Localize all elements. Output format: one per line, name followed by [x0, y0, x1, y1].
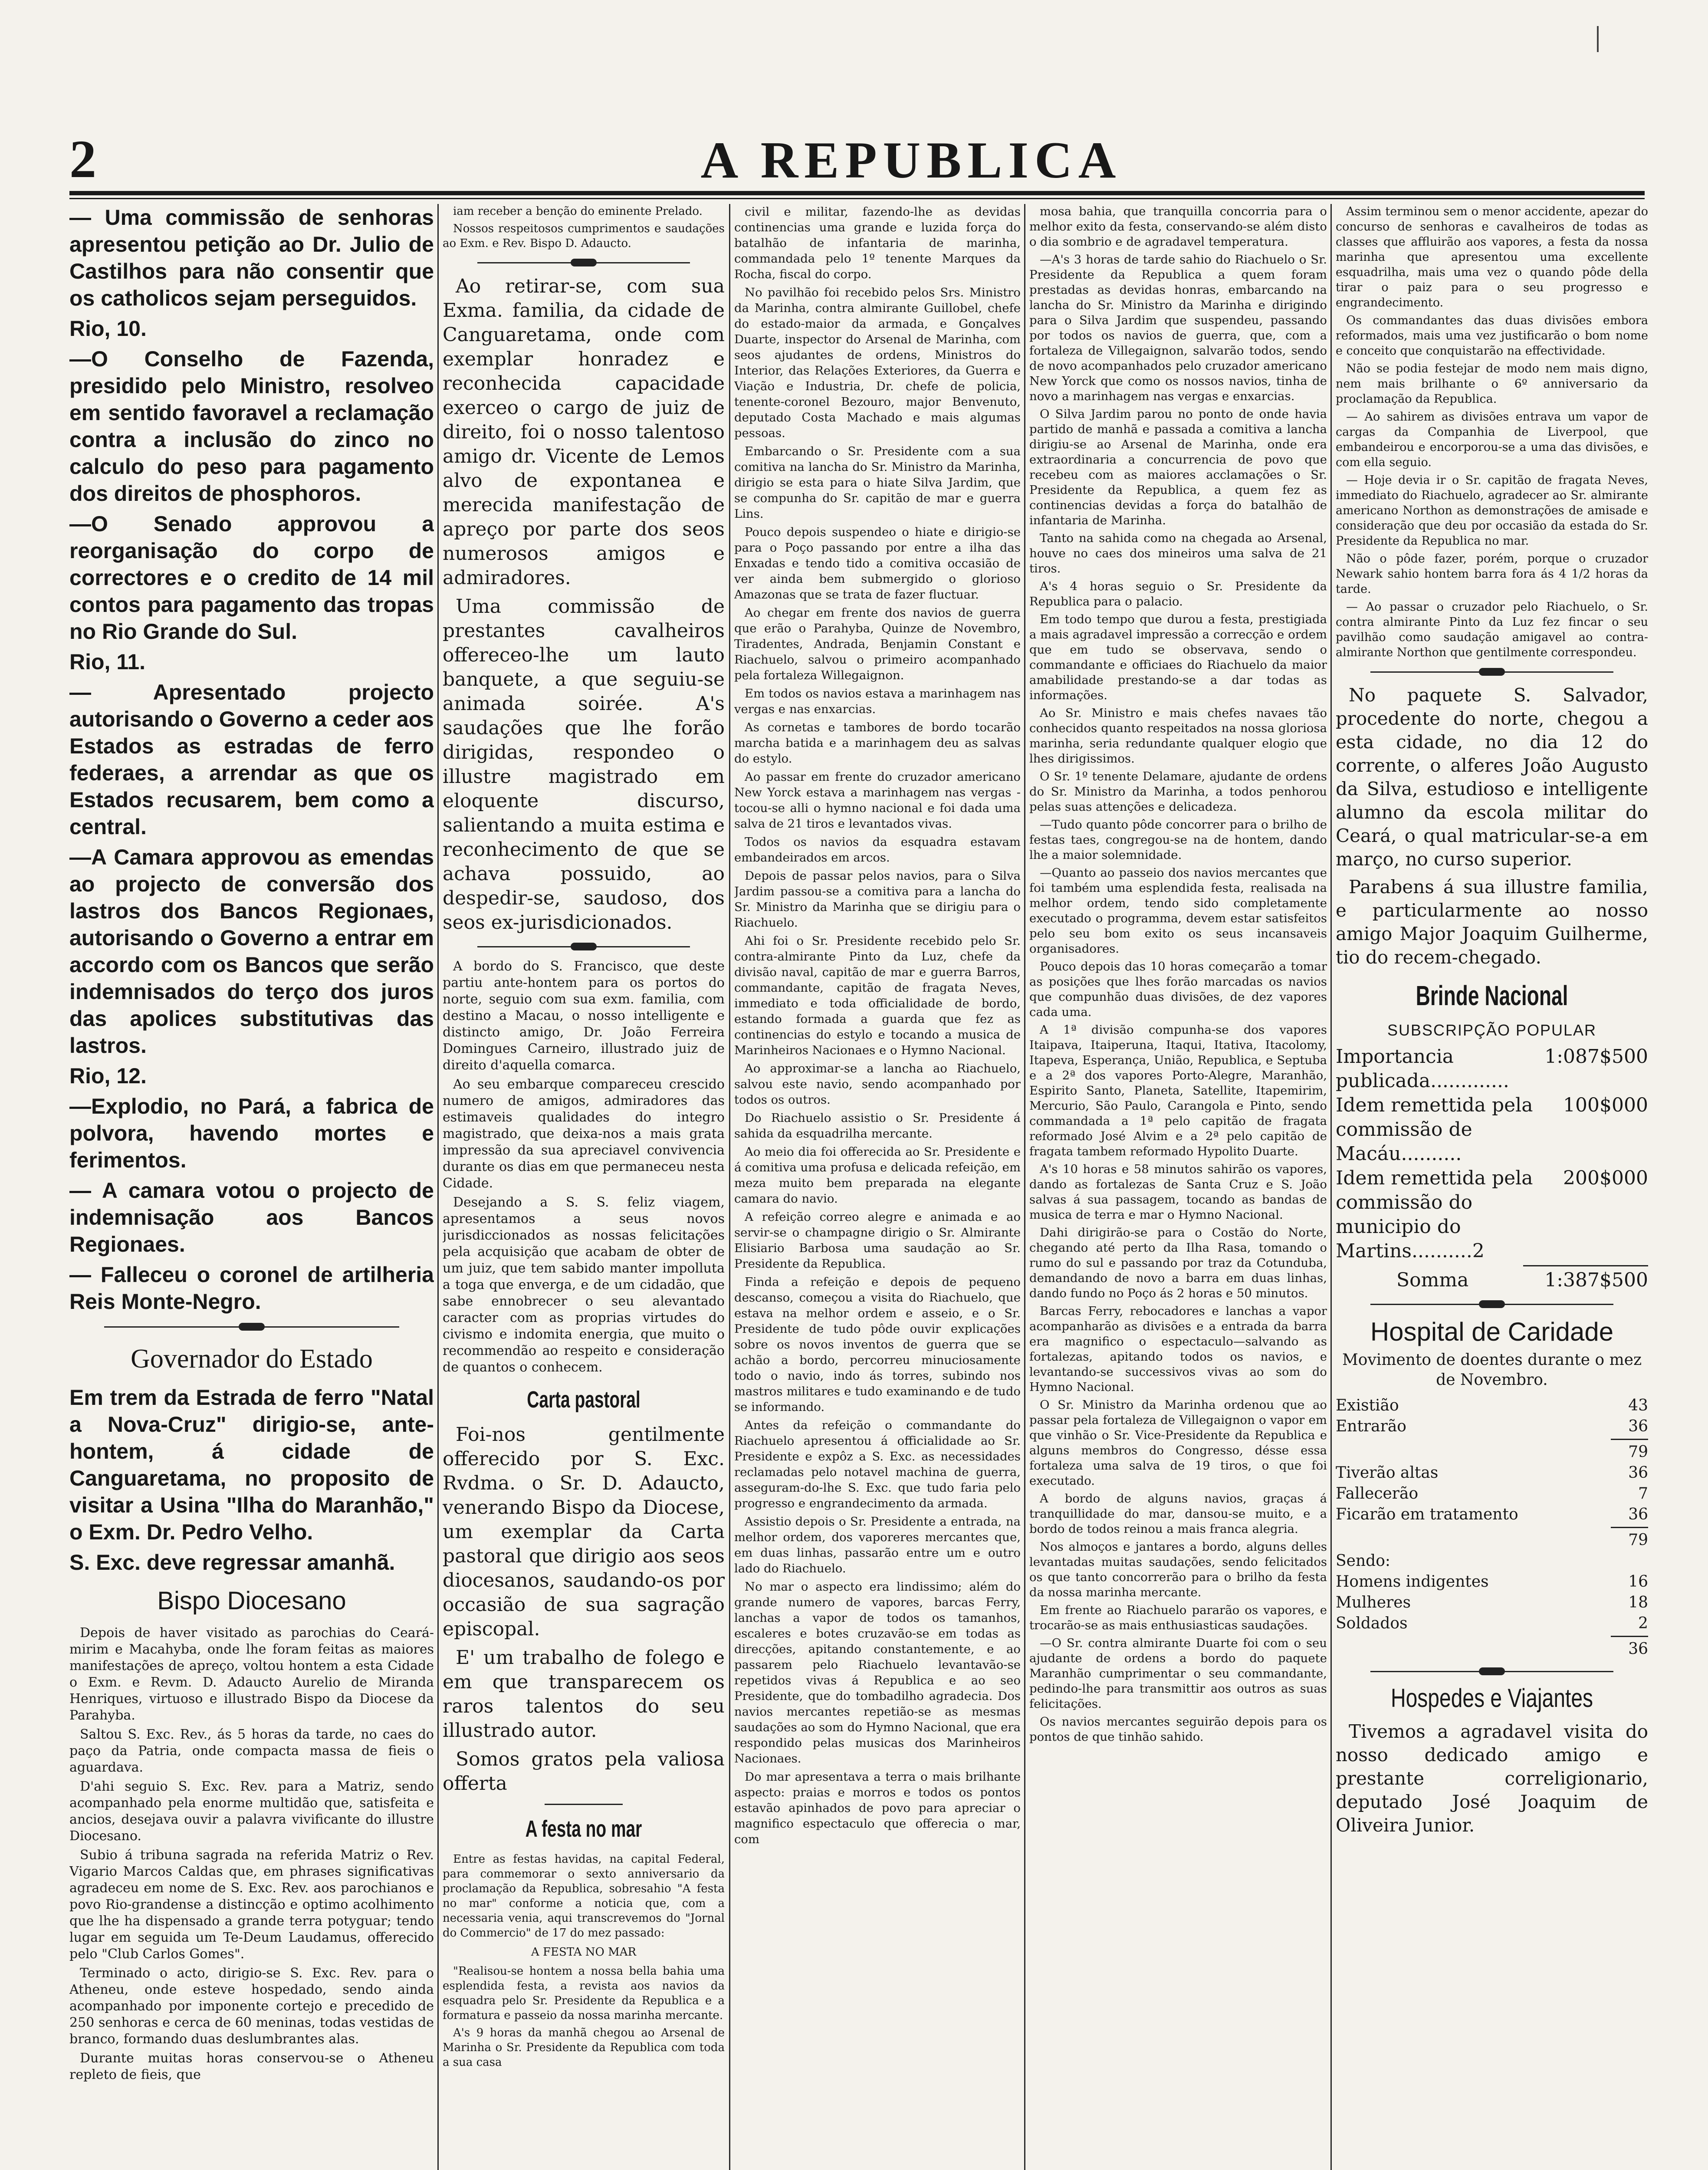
hospital-caption: Movimento de doentes durante o mez de Novembro. — [1342, 1351, 1642, 1389]
table-row — [1336, 1463, 1648, 1483]
masthead-rule-thin — [69, 198, 1645, 199]
news-item: — Uma commissão de senhoras apresentou petição ao Dr. Julio de Castilhos para não consentir que os catholicos sejam perseguidos. — [69, 205, 434, 310]
bispo-continued — [443, 204, 725, 251]
carta-article — [443, 1423, 725, 1796]
table-row — [1336, 1483, 1648, 1504]
article-paragraph: Finda a refeição e depois de pequeno descanso, começou a visita do Riachuelo, que estava na melhor ordem e asseio, e o Sr. Presidente de tudo pôde ouvir explicações sobre os novos inventos de guerra que se achão a bordo, percorreu minuciosamente todo o navio, indo ás torres, subindo nos mastros militares e tudo examinando e de tudo se informando. — [734, 1275, 1021, 1414]
article-paragraph: Os navios mercantes seguirão depois para os pontos de que tinhão sahido. — [1029, 1715, 1327, 1744]
scan-mark — [1597, 26, 1599, 52]
row-label: Tiverão altas — [1336, 1464, 1439, 1482]
row-value: 200$000 — [1563, 1167, 1648, 1189]
table-row — [1336, 1093, 1648, 1166]
newspaper-title: A REPUBLICA — [700, 131, 1122, 189]
article-paragraph: Ao seu embarque compareceu crescido numero de amigos, admiradores das estimaveis qualidades do integro magistrado, que deixa-nos a mais grata impressão da sua apreciavel convivencia durante os dias em que permaneceu nesta Cidade. — [443, 1077, 725, 1191]
ornament-divider — [443, 256, 725, 269]
row-label: Entrarão — [1336, 1417, 1406, 1435]
table-row — [1336, 1504, 1648, 1525]
row-value: 100$000 — [1563, 1094, 1648, 1116]
article-paragraph: Durante muitas horas conservou-se o Atheneu repleto de fieis, que — [69, 2051, 434, 2082]
article-paragraph: No mar o aspecto era lindissimo; além do grande numero de vapores, barcas Ferry, lanchas a vapor de todos os tamanhos, escaleres e botes cruzavão-se em todas as direcções, apitando constantemente, e ao passarem pelo Riachuelo levantavão-se repetidos vivas á Republica e ao seo Presidente, que do tombadilho agradecia. Dos navios mercantes repetião-se as mesmas saudações ao som do Hymno Nacional, que era respondido pelas musicas dos Marinheiros Nacionaes. — [734, 1580, 1021, 1766]
section-heading-festa: A festa no mar — [525, 1816, 642, 1842]
lemos-article — [443, 274, 725, 935]
article-paragraph: A 1ª divisão compunha-se dos vapores Itaipava, Itaiperuna, Itaqui, Itativa, Itacolomy, Itapeva, Esperança, União, Republica, e Septuba e a 2ª dos vapores Porto-Alegre, Maranhão, Espirito Santo, Planeta, Satellite, Itapemirim, Mercurio, São Paulo, Carangola e Pinto, sendo commandada a 1ª pelo capitão de fragata reformado José Alvim e a 2ª pelo capitão de fragata tambem reformado Hypolito Duarte. — [1029, 1023, 1327, 1158]
table-row — [1336, 1551, 1648, 1572]
table-row — [1336, 1166, 1648, 1263]
article-paragraph: — Hoje devia ir o Sr. capitão de fragata Neves, immediato do Riachuelo, agradecer ao Sr. almirante americano Northon as demonstrações de amisade e consideração que deu por occasião da estada do Sr. Presidente da Republica no mar. — [1336, 473, 1648, 548]
news-item: —Explodio, no Pará, a fabrica de polvora, havendo mortes e ferimentos. — [69, 1094, 434, 1172]
article-paragraph: Parabens á sua illustre familia, e particularmente ao nosso amigo Major Joaquim Guilherme, tio do recem-chegado. — [1336, 876, 1648, 968]
ornament-divider — [443, 940, 725, 953]
ornament-divider — [69, 1320, 434, 1333]
column-2 — [443, 204, 725, 2170]
telegram-news — [69, 204, 434, 1315]
article-paragraph: Uma commissão de prestantes cavalheiros offereceo-lhe um lauto banquete, a que seguiu-se animada soirée. A's saudações que lhe forão dirigidas, respondeo o illustre magistrado em eloquente discurso, salientando a muita estima e reconhecimento de que se achava possuido, ao despedir-se, saudoso, dos seos ex-jurisdicionados. — [443, 595, 725, 934]
article-paragraph: Pouco depois das 10 horas começarão a tomar as posições que lhes forão marcadas os navios que compunhão duas divisões, de dez vapores cada uma. — [1029, 960, 1327, 1019]
table-row — [1336, 1572, 1648, 1592]
column-5 — [1336, 204, 1648, 2170]
article-paragraph: As cornetas e tambores de bordo tocarão marcha batida e a marinhagem deu as salvas do estylo. — [734, 720, 1021, 766]
row-label: Importancia publicada............. — [1336, 1046, 1509, 1092]
article-paragraph: Em todo tempo que durou a festa, prestigiada a mais agradavel impressão a correcção e ordem que em tudo se observava, sendo o commandante e officiaes do Riachuelo da maior amabilidade prestando-se a dar todas as informações. — [1029, 612, 1327, 702]
festa-subheading: A FESTA NO MAR — [531, 1946, 637, 1959]
bispo-article — [69, 1625, 434, 2083]
article-paragraph: D'ahi seguio S. Exc. Rev. para a Matriz, sendo acompanhado pela enorme multidão que, satisfeita e ancios, desejava ouvir a palavra vivificante do illustre Diocesano. — [69, 1779, 434, 1844]
article-paragraph: A's 4 horas seguio o Sr. Presidente da Republica para o palacio. — [1029, 579, 1327, 608]
article-paragraph: — Ao passar o cruzador pelo Riachuelo, o Sr. contra almirante Pinto da Luz fez fincar o seu pavilhão como saudação amigavel ao contra-almirante Northon que gentilmente correspondeu. — [1336, 600, 1648, 659]
article-paragraph: civil e militar, fazendo-lhe as devidas continencias uma grande e luzida força do batalhão de infantaria de marinha, commandada pelo 1º tenente Marques da Rocha, fiscal do corpo. — [734, 205, 1021, 281]
total-value: 1:387$500 — [1544, 1269, 1648, 1291]
article-paragraph: Assim terminou sem o menor accidente, apezar do concurso de senhoras e cavalheiros de todas as classes que affluirão aos vapores, a festa da nossa marinha que apresentou uma excellente esquadrilha, mais uma vez o quando pôde della tirar o paiz para o seu progresso e engrandecimento. — [1336, 205, 1648, 309]
page-number: 2 — [69, 129, 98, 189]
section-heading-carta: Carta pastoral — [527, 1387, 640, 1413]
section-heading-brinde: Brinde Nacional — [1416, 980, 1568, 1011]
masthead-rule — [69, 191, 1645, 195]
news-item: — Apresentado projecto autorisando o Governo a ceder aos Estados as estradas de ferro federaes, a arrendar as que os Estados recusarem, bem como a central. — [69, 680, 434, 839]
article-paragraph: Barcas Ferry, rebocadores e lanchas a vapor acompanharão as divisões e a entrada da barra era magnifico o espectaculo—salvando as fortalezas, apitando todos os navios, e levantando-se successivos vivas ao som do Hymno Nacional. — [1029, 1304, 1327, 1394]
row-value: 36 — [1628, 1464, 1648, 1482]
article-paragraph: Ao chegar em frente dos navios de guerra que erão o Parahyba, Quinze de Novembro, Tiradentes, Andrada, Benjamin Constant e Riachuelo, salvou o primeiro acompanhado pela fortaleza Willegaignon. — [734, 606, 1021, 682]
article-paragraph: Ao approximar-se a lancha ao Riachuelo, salvou este navio, sendo acompanhado por todos os outros. — [734, 1062, 1021, 1107]
article-paragraph: Somos gratos pela valiosa offerta — [443, 1748, 725, 1795]
article-paragraph: — Ao sahirem as divisões entrava um vapor de cargas da Companhia de Liverpool, que embandeirou e encorporou-se a uma das divisões, e com ella seguio. — [1336, 410, 1648, 469]
news-dateline: Rio, 11. — [69, 650, 146, 674]
news-item: —O Senado approvou a reorganisação do corpo de correctores e o credito de 14 mil contos para pagamento das tropas no Rio Grande do Sul. — [69, 512, 434, 644]
column-divider — [1330, 204, 1332, 2170]
row-label: Idem remettida pela commissão de Macáu.......... — [1336, 1094, 1533, 1165]
row-label: Existião — [1336, 1397, 1399, 1414]
row-value: 18 — [1628, 1594, 1648, 1611]
row-label: Idem remettida pela commissão do municipio do Martins..........2 — [1336, 1167, 1533, 1262]
ornament-divider — [1336, 1665, 1648, 1678]
article-paragraph: Entre as festas havidas, na capital Federal, para commemorar o sexto anniversario da proclamação da Republica, sobresahio "A festa no mar" conforme a noticia que, com a necessaria venia, aqui transcrevemos do "Jornal do Commercio" de 17 do mez passado: — [443, 1853, 725, 1940]
article-paragraph: O Silva Jardim parou no ponto de onde havia partido de manhã e passada a comitiva a lancha dirigiu-se ao Arsenal de Marinha, onde era extraordinaria a concurrencia de povo que recebeu com as maiores acclamações o Sr. Presidente da Republica, a quem fez as continencias devidas a força do batalhão de infantaria de Marinha. — [1029, 407, 1327, 527]
salvador-article — [1336, 684, 1648, 969]
article-paragraph: Assistio depois o Sr. Presidente a entrada, na melhor ordem, dos vaporeres mercantes que, em duas linhas, passarão entre um e outro lado do Riachuelo. — [734, 1515, 1021, 1575]
masthead — [69, 130, 1649, 191]
article-paragraph: S. Exc. deve regressar amanhã. — [69, 1550, 395, 1575]
row-value: 7 — [1638, 1485, 1648, 1503]
news-dateline: Rio, 10. — [69, 316, 147, 341]
column-divider — [1024, 204, 1025, 2170]
table-row — [1336, 1592, 1648, 1613]
news-dateline: Rio, 12. — [69, 1064, 147, 1088]
table-sum-row — [1336, 1530, 1648, 1551]
article-paragraph: Subio á tribuna sagrada na referida Matriz o Rev. Vigario Marcos Caldas que, em phrases significativas agradeceu em nome de S. Exc. Rev. aos parochianos e povo Rio-grandense a distincção e optimo acolhimento que lhe ha dispensado a grande terra potyguar; tendo lugar em seguida um Te-Deum Laudamus, offerecido pelo "Club Carlos Gomes". — [69, 1848, 434, 1962]
article-paragraph: Depois de passar pelos navios, para o Silva Jardim passou-se a comitiva para a lancha do Sr. Ministro da Marinha que se dirigiu para o Riachuelo. — [734, 869, 1021, 930]
column-1 — [69, 204, 434, 2170]
news-item: — A camara votou o projecto de indemnisação aos Bancos Regionaes. — [69, 1178, 434, 1256]
sum-rule — [1523, 1265, 1648, 1266]
article-paragraph: iam receber a benção do eminente Prelado. — [453, 205, 703, 218]
governador-article — [69, 1384, 434, 1576]
article-paragraph: A bordo do S. Francisco, que deste partiu ante-hontem para os portos do norte, seguio com sua exm. familia, com destino a Macau, o nosso intelligente e distincto amigo, Dr. João Ferreira Domingues Carneiro, illustrado juiz de direito d'aquella comarca. — [443, 959, 725, 1073]
article-paragraph: Todos os navios da esquadra estavam embandeirados em arcos. — [734, 835, 1021, 865]
festa-intro — [443, 1852, 725, 1940]
brinde-caption: SUBSCRIPÇÃO POPULAR — [1387, 1021, 1597, 1039]
news-item: —O Conselho de Fazenda, presidido pelo Ministro, resolveo em sentido favoravel a reclamação contra a inclusão do zinco no calculo do peso para pagamento dos direitos de phosphoros. — [69, 347, 434, 506]
hospital-table — [1336, 1395, 1648, 1660]
row-value: 2 — [1638, 1614, 1648, 1632]
article-paragraph: Desejando a S. S. feliz viagem, apresentamos a seus novos jurisdiccionados as nossas felicitações pela acquisição que acabam de obter de um juiz, que tem sabido manter impolluta a toga que enverga, e de um cidadão, que sabe ennobrecer o seu alevantado caracter com as proprias virtudes do civismo e indomita energia, que muito o recommendão ao respeito e consideração de quantos o conhecem. — [443, 1195, 725, 1375]
section-heading-bispo: Bispo Diocesano — [157, 1587, 346, 1615]
article-paragraph: Não o pôde fazer, porém, porque o cruzador Newark sahio hontem barra fora ás 4 1/2 horas da tarde. — [1336, 552, 1648, 596]
article-paragraph: Ao meio dia foi offerecida ao Sr. Presidente e á comitiva uma profusa e delicada refeição, em meza muito bem preparada na elegante camara do navio. — [734, 1145, 1021, 1206]
column-divider — [437, 204, 439, 2170]
row-value: 16 — [1628, 1573, 1648, 1591]
article-paragraph: mosa bahia, que tranquilla concorria para o melhor exito da festa, conservando-se além disto o dia sombrio e de agradavel temperatura. — [1029, 204, 1327, 249]
article-paragraph: —O Sr. contra almirante Duarte foi com o seu ajudante de ordens a bordo do paquete Maranhão cumprimentar o seu commandante, pedindo-lhe para transmittir aos outros as suas felicitações. — [1029, 1636, 1327, 1711]
table-row — [1336, 1613, 1648, 1634]
article-paragraph: Os commandantes das duas divisões embora reformados, mais uma vez justificarão o bom nome e conceito que conquistarão na effectividade. — [1336, 314, 1648, 358]
article-paragraph: Não se podia festejar de modo nem mais digno, nem mais brilhante o 6º anniversario da proclamação da Republica. — [1336, 362, 1648, 406]
article-paragraph: Do mar apresentava a terra o mais brilhante aspecto: praias e morros e todos os pontos estavão apinhados de povo para apreciar o magnifico espectaculo que offerecia o mar, com — [734, 1770, 1021, 1846]
ornament-divider — [1336, 665, 1648, 678]
row-label: Soldados — [1336, 1614, 1408, 1632]
column-3 — [734, 204, 1021, 2170]
brinde-table — [1336, 1045, 1648, 1292]
article-paragraph: Tanto na sahida como na chegada ao Arsenal, houve no caes dos mineiros uma salva de 21 tiros. — [1029, 531, 1327, 575]
row-value: 43 — [1628, 1397, 1648, 1414]
article-paragraph: Nos almoços e jantares a bordo, alguns delles levantadas muitas saudações, sendo felicitados os que tanto concorrerão para o brilho da festa da nossa marinha mercante. — [1029, 1540, 1327, 1599]
news-item: —A Camara approvou as emendas ao projecto de conversão dos lastros dos Bancos Regionaes, autorisando o Governo a entrar em accordo com os Bancos que serão indemnisados do terço dos juros das apolices substitutivas das lastros. — [69, 845, 434, 1058]
article-paragraph: O Sr. 1º tenente Delamare, ajudante de ordens do Sr. Ministro da Marinha, a todos penhorou pelas suas attenções e delicadeza. — [1029, 769, 1327, 814]
total-label: Somma — [1396, 1269, 1469, 1291]
sum-rule — [1611, 1636, 1648, 1637]
table-sum-row — [1336, 1639, 1648, 1660]
festa-article-end — [1336, 204, 1648, 660]
article-paragraph: Dahi dirigirão-se para o Costão do Norte, chegando até perto da Ilha Rasa, tomando o rumo do sul e passando por traz da Cotunduba, demandando de novo a barra em duas linhas, dando fundo no Poço ás 2 horas e 50 minutos. — [1029, 1226, 1327, 1300]
row-value: 36 — [1628, 1417, 1648, 1435]
article-paragraph: Em todos os navios estava a marinhagem nas vergas e nas enxarcias. — [734, 687, 1021, 716]
table-sum-row — [1336, 1442, 1648, 1463]
table-row — [1336, 1416, 1648, 1437]
column-divider — [729, 204, 730, 2170]
article-paragraph: Antes da refeição o commandante do Riachuelo apresentou á officialidade ao Sr. Presidente e expôz a S. Exc. as necessidades reclamadas pelo notavel machina de guerra, asseguram-do-lhe S. Exc. que tudo faria pelo progresso e engrandecimento da armada. — [734, 1418, 1021, 1510]
table-total-row — [1336, 1268, 1648, 1292]
ornament-divider — [1336, 1298, 1648, 1311]
festa-article-continued — [1029, 204, 1327, 1745]
row-label: Homens indigentes — [1336, 1573, 1489, 1591]
row-value: 1:087$500 — [1544, 1046, 1648, 1068]
row-label: Fallecerão — [1336, 1485, 1419, 1503]
article-paragraph: A bordo de alguns navios, graças á tranquillidade do mar, dansou-se muito, e a bordo de todos reinou a mais franca alegria. — [1029, 1492, 1327, 1536]
festa-article-continued — [734, 204, 1021, 1847]
article-paragraph: Embarcando o Sr. Presidente com a sua comitiva na lancha do Sr. Ministro da Marinha, dirigio se esta para o hiate Silva Jardim, que se compunha do Sr. capitão de mar e guerra Lins. — [734, 444, 1021, 521]
article-paragraph: —A's 3 horas de tarde sahio do Riachuelo o Sr. Presidente da Republica a quem foram prestadas as devidas honras, embarcando na lancha do Sr. Ministro da Marinha e dirigindo para o Silva Jardim que suspendeu, passando por todos os navios de guerra, que, com a fortaleza de Villegaignon, salvarão todos, sendo de novo acompanhados pelo cruzador americano New Yorck que como os nossos navios, tinha de novo a marinhagem nas vergas e enxarcias. — [1029, 253, 1327, 403]
sum-rule — [1611, 1527, 1648, 1528]
article-paragraph: Em trem da Estrada de ferro "Natal a Nova-Cruz" dirigio-se, ante-hontem, á cidade de Canguaretama, no proposito de visitar a Usina "Ilha do Maranhão," o Exm. Dr. Pedro Velho. — [69, 1385, 434, 1544]
article-paragraph: No pavilhão foi recebido pelos Srs. Ministro da Marinha, contra almirante Guillobel, chefe do estado-maior da armada, e Gonçalves Duarte, inspector do Arsenal de Marinha, com seos ajudantes de ordens, Ministros do Interior, das Relações Exteriores, da Guerra e Viação e Industria, Dr. chefe de policia, tenente-coronel Bezouro, major Benvenuto, deputado Costa Machado e mais algumas pessoas. — [734, 286, 1021, 440]
carneiro-article — [443, 958, 725, 1376]
row-label: Ficarão em tratamento — [1336, 1506, 1518, 1523]
article-paragraph: "Realisou-se hontem a nossa bella bahia uma esplendida festa, a revista aos navios da esquadra pelo Sr. Presidente da Republica e a formatura e passeio da nossa marinha mercante. — [443, 1965, 725, 2022]
article-paragraph: Em frente ao Riachuelo pararão os vapores, e trocarão-se as mais enthusiasticas saudações. — [1029, 1603, 1327, 1632]
sendo-label: Sendo: — [1336, 1552, 1390, 1570]
article-paragraph: Pouco depois suspendeo o hiate e dirigio-se para o Poço passando por entre a ilha das Enxadas e tendo tido a comitiva occasião de ver ainda bem submergido o glorioso Amazonas que se trata de fazer fluctuar. — [734, 525, 1021, 602]
article-paragraph: Nossos respeitosos cumprimentos e saudações ao Exm. e Rev. Bispo D. Adaucto. — [443, 222, 725, 250]
table-row — [1336, 1045, 1648, 1093]
sum-value: 79 — [1628, 1531, 1648, 1549]
table-row — [1336, 1395, 1648, 1416]
article-paragraph: Tivemos a agradavel visita do nosso dedicado amigo e prestante correligionario, deputado José Joaquim de Oliveira Junior. — [1336, 1721, 1648, 1836]
row-label: Mulheres — [1336, 1594, 1411, 1611]
short-rule — [545, 1804, 623, 1805]
festa-article — [443, 1964, 725, 2070]
article-paragraph: Ao passar em frente do cruzador americano New Yorck estava a marinhagem nas vergas - tocou-se alli o hymno nacional e foi dada uma salva de 21 tiros e levantados vivas. — [734, 770, 1021, 831]
row-value: 36 — [1628, 1506, 1648, 1523]
article-paragraph: Ahi foi o Sr. Presidente recebido pelo Sr. contra-almirante Pinto da Luz, chefe da divisão naval, capitão de mar e guerra Barros, commandante, capitão de fragata Neves, immediato e toda officialidade de bordo, estando formada a guarda que fez as continencias do estylo e tocando a musica de Marinheiros Nacionaes e o Hymno Nacional. — [734, 934, 1021, 1057]
article-paragraph: Ao retirar-se, com sua Exma. familia, da cidade de Canguaretama, onde com exemplar honradez e reconhecida capacidade exerceo o cargo de juiz de direito, foi o nosso talentoso amigo dr. Vicente de Lemos alvo de expontanea e merecida manifestação de apreço por parte dos seos numerosos amigos e admiradores. — [443, 275, 725, 589]
article-paragraph: Ao Sr. Ministro e mais chefes navaes tão conhecidos quanto respeitados na nossa gloriosa marinha, seria redundante qualquer elogio que lhes dirigissimos. — [1029, 706, 1327, 766]
article-paragraph: —Tudo quanto pôde concorrer para o brilho de festas taes, congregou-se na de hontem, dando lhe a maior solemnidade. — [1029, 818, 1327, 862]
section-heading-hospedes: Hospedes e Viajantes — [1390, 1683, 1593, 1713]
article-paragraph: No paquete S. Salvador, procedente do norte, chegou a esta cidade, no dia 12 do corrente, o alferes João Augusto da Silva, estudioso e intelligente alumno da escola militar do Ceará, o qual matricular-se-a em março, no curso superior. — [1336, 684, 1648, 870]
article-paragraph: A's 9 horas da manhã chegou ao Arsenal de Marinha o Sr. Presidente da Republica com toda a sua casa — [443, 2026, 725, 2069]
sum-value: 79 — [1628, 1443, 1648, 1461]
article-paragraph: Do Riachuelo assistio o Sr. Presidente á sahida da esquadrilha mercante. — [734, 1111, 1021, 1141]
article-paragraph: Terminado o acto, dirigio-se S. Exc. Rev. para o Atheneu, onde esteve hospedado, sendo ainda acompanhado por imponente cortejo e precedido de 250 senhoras e cerca de 60 meninas, todas vestidas de branco, formando duas deslumbrantes alas. — [69, 1966, 434, 2047]
article-paragraph: —Quanto ao passeio dos navios mercantes que foi também uma esplendida festa, realisada na melhor ordem, tendo sido completamente executado o programma, devem estar satisfeitos pelo seu bom exito os seus incansaveis organisadores. — [1029, 866, 1327, 956]
article-paragraph: O Sr. Ministro da Marinha ordenou que ao passar pela fortaleza de Villegaignon o vapor em que vinhão o Sr. Vice-Presidente da Republica e alguns membros do Congresso, désse essa fortaleza uma salva de 19 tiros, o que foi executado. — [1029, 1398, 1327, 1488]
section-heading-hospital: Hospital de Caridade — [1370, 1317, 1614, 1346]
article-paragraph: E' um trabalho de folego e em que transparecem os raros talentos do seu illustrado autor. — [443, 1647, 725, 1742]
sum-rule — [1611, 1439, 1648, 1440]
article-paragraph: Saltou S. Exc. Rev., ás 5 horas da tarde, no caes do paço da Patria, onde compacta massa de fieis o aguardava. — [69, 1727, 434, 1775]
article-paragraph: Foi-nos gentilmente offerecido por S. Exc. Rvdma. o Sr. D. Adaucto, venerando Bispo da Diocese, um exemplar da Carta pastoral que dirigio aos seos diocesanos, saudando-os por occasião de sua sagração episcopal. — [443, 1424, 725, 1640]
article-paragraph: A's 10 horas e 58 minutos sahirão os vapores, dando as fortalezas de Santa Cruz e S. João salvas á sua passagem, tocando as bandas de musica de terra e mar o Hymno Nacional. — [1029, 1162, 1327, 1222]
column-4 — [1029, 204, 1327, 2170]
section-heading-governador: Governador do Estado — [131, 1344, 373, 1374]
sum-value: 36 — [1628, 1640, 1648, 1658]
article-paragraph: Depois de haver visitado as parochias do Ceará-mirim e Macahyba, onde lhe foram feitas as maiores manifestações de apreço, voltou hontem a esta Cidade o Exm. e Revm. D. Adaucto Aurelio de Miranda Henriques, virtuoso e illustrado Bispo da Diocese da Parahyba. — [69, 1625, 434, 1723]
news-item: — Falleceu o coronel de artilheria Reis Monte-Negro. — [69, 1263, 434, 1314]
hospedes-article — [1336, 1720, 1648, 1837]
article-paragraph: A refeição correo alegre e animada e ao servir-se o champagne dirigio o Sr. Almirante Elisiario Barbosa uma saudação ao Sr. Presidente da Republica. — [734, 1210, 1021, 1271]
